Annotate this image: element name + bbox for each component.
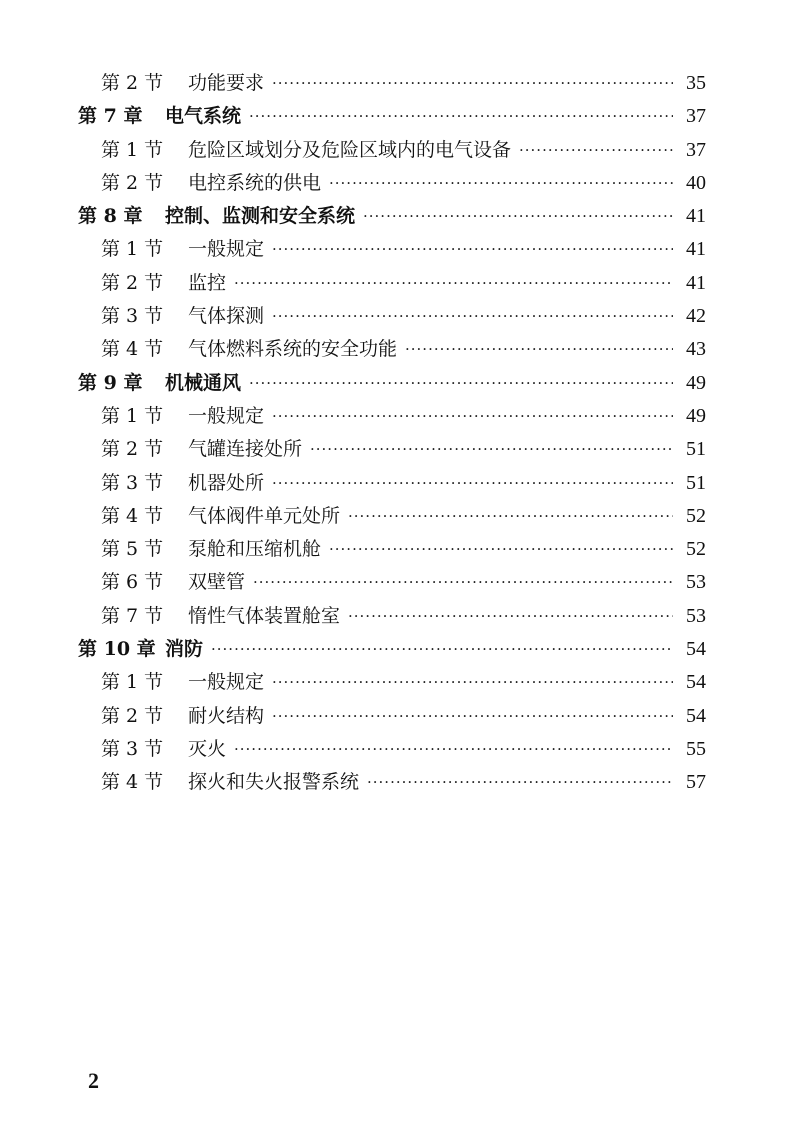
- toc-entry: [0, 333, 790, 366]
- toc-entry-page: 54: [686, 638, 706, 661]
- toc-entry-page: 40: [686, 171, 706, 194]
- toc-entry-page: 37: [686, 105, 706, 128]
- toc-entry-prefix: 第 3 节: [101, 305, 164, 328]
- toc-entry-page: 53: [686, 571, 706, 594]
- toc-entry-title: 耐火结构: [188, 704, 265, 727]
- toc-entry-title: 机械通风: [165, 371, 242, 394]
- dot-leader: [272, 700, 673, 733]
- toc-entry-prefix: 第 1 节: [101, 238, 164, 261]
- toc-entry-page: 37: [686, 138, 706, 161]
- toc-entry-title: 控制、监测和安全系统: [165, 205, 356, 228]
- toc-entry-prefix: 第 1 节: [101, 404, 164, 427]
- toc-entry-page: 55: [686, 737, 706, 760]
- toc-entry-page: 49: [686, 404, 706, 427]
- toc-entry-prefix: 第 4 节: [101, 771, 164, 794]
- dot-leader: [272, 300, 673, 333]
- toc-entry: [0, 733, 790, 766]
- toc-entry-prefix: 第 2 节: [101, 72, 164, 94]
- dot-leader: [348, 500, 673, 533]
- toc-entry-page: 49: [686, 371, 706, 394]
- toc-entry: [0, 100, 790, 133]
- dot-leader: [234, 267, 673, 300]
- toc-entry-page: 57: [686, 771, 706, 794]
- toc-entry-prefix: 第 5 节: [101, 538, 164, 561]
- toc-entry-page: 41: [686, 271, 706, 294]
- toc-entry-title: 电控系统的供电: [188, 171, 322, 194]
- toc-entry-prefix: 第 7 章: [78, 105, 143, 128]
- toc-entry-title: 消防: [165, 638, 204, 661]
- toc-entry: [0, 633, 790, 666]
- toc-entry: [0, 666, 790, 699]
- dot-leader: [272, 666, 673, 699]
- toc-entry: [0, 200, 790, 233]
- toc-entry-title: 危险区域划分及危险区域内的电气设备: [188, 138, 512, 161]
- dot-leader: [249, 100, 673, 133]
- dot-leader: [211, 633, 673, 666]
- toc-entry-title: 电气系统: [165, 105, 242, 128]
- toc-entry: [0, 367, 790, 400]
- toc-entry: [0, 167, 790, 200]
- toc-entry-prefix: 第 2 节: [101, 438, 164, 461]
- toc-entry-title: 气罐连接处所: [188, 438, 303, 461]
- toc-entry-title: 一般规定: [188, 671, 265, 694]
- toc-entry-page: 51: [686, 438, 706, 461]
- toc-entry-title: 气体探测: [188, 305, 265, 328]
- toc-entry: [0, 233, 790, 266]
- toc-entry-title: 灭火: [188, 737, 227, 760]
- toc-entry-prefix: 第 2 节: [101, 271, 164, 294]
- toc-entry: [0, 467, 790, 500]
- toc-entry: [0, 300, 790, 333]
- dot-leader: [363, 200, 673, 233]
- toc-entry: [0, 400, 790, 433]
- toc-entry-page: 43: [686, 338, 706, 361]
- dot-leader: [272, 233, 673, 266]
- toc-entry: [0, 433, 790, 466]
- toc-entry-prefix: 第 4 节: [101, 504, 164, 527]
- dot-leader: [272, 467, 673, 500]
- toc-entry-prefix: 第 1 节: [101, 138, 164, 161]
- toc-entry: [0, 600, 790, 633]
- toc-entry-title: 气体燃料系统的安全功能: [188, 338, 398, 361]
- dot-leader: [519, 134, 673, 167]
- toc-entry-title: 探火和失火报警系统: [188, 771, 360, 794]
- toc-entry-title: 气体阀件单元处所: [188, 504, 341, 527]
- toc-entry-page: 52: [686, 504, 706, 527]
- dot-leader: [249, 367, 673, 400]
- toc-entry-title: 双壁管: [188, 571, 246, 594]
- toc-entry-page: 52: [686, 538, 706, 561]
- toc-entry-title: 一般规定: [188, 404, 265, 427]
- toc-entry: [0, 500, 790, 533]
- page-number: 2: [88, 1068, 99, 1093]
- toc-entry-title: 监控: [188, 271, 227, 294]
- dot-leader: [272, 67, 673, 100]
- toc-entry-title: 机器处所: [188, 471, 265, 494]
- toc-entry-prefix: 第 2 节: [101, 704, 164, 727]
- toc-entry-prefix: 第 8 章: [78, 205, 143, 228]
- toc-entry-prefix: 第 10 章: [78, 638, 156, 661]
- toc-entry: [0, 67, 790, 100]
- toc-entry-page: 41: [686, 205, 706, 228]
- dot-leader: [272, 400, 673, 433]
- toc-entry: [0, 700, 790, 733]
- dot-leader: [234, 733, 673, 766]
- toc-entry-prefix: 第 2 节: [101, 171, 164, 194]
- dot-leader: [367, 766, 673, 799]
- toc-entry-prefix: 第 3 节: [101, 471, 164, 494]
- dot-leader: [253, 566, 673, 599]
- dot-leader: [405, 333, 673, 366]
- toc-entry: [0, 134, 790, 167]
- toc-entry-prefix: 第 9 章: [78, 371, 143, 394]
- toc-entry-title: 功能要求: [188, 72, 265, 94]
- toc-entry-prefix: 第 1 节: [101, 671, 164, 694]
- toc-entry-title: 泵舱和压缩机舱: [188, 538, 322, 561]
- dot-leader: [348, 600, 673, 633]
- toc-entry-page: 53: [686, 604, 706, 627]
- toc-entry: [0, 267, 790, 300]
- toc-entry-prefix: 第 3 节: [101, 737, 164, 760]
- toc-entry-title: 惰性气体装置舱室: [188, 604, 341, 627]
- toc-entry-page: 51: [686, 471, 706, 494]
- toc-entry: [0, 566, 790, 599]
- toc-entry: [0, 533, 790, 566]
- toc-entry-page: 54: [686, 671, 706, 694]
- toc-entry: [0, 766, 790, 799]
- dot-leader: [329, 167, 673, 200]
- toc-entry-prefix: 第 4 节: [101, 338, 164, 361]
- toc-entry-page: 41: [686, 238, 706, 261]
- toc-entry-page: 54: [686, 704, 706, 727]
- toc-entry-prefix: 第 7 节: [101, 604, 164, 627]
- toc-entry-page: 42: [686, 305, 706, 328]
- toc-entry-page: 35: [686, 72, 706, 94]
- toc-entry-title: 一般规定: [188, 238, 265, 261]
- table-of-contents: [0, 67, 790, 800]
- dot-leader: [310, 433, 673, 466]
- toc-entry-prefix: 第 6 节: [101, 571, 164, 594]
- dot-leader: [329, 533, 673, 566]
